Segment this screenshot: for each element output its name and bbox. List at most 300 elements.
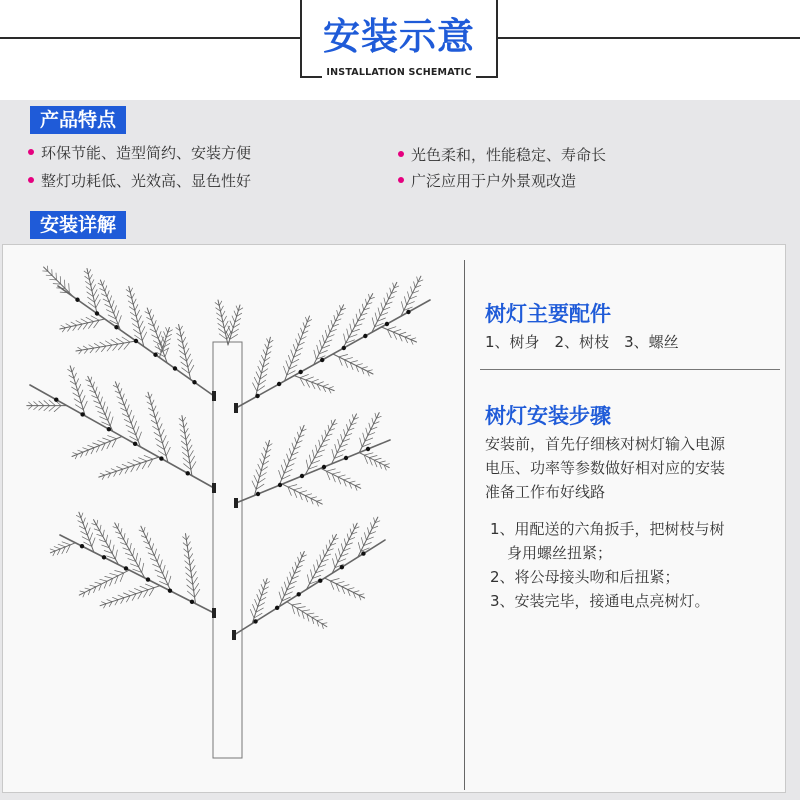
frond-needle xyxy=(332,449,334,458)
frond-needle xyxy=(350,361,357,363)
frond-needle xyxy=(263,350,266,355)
frond-needle xyxy=(266,442,268,447)
steps-title: 树灯安装步骤 xyxy=(485,404,611,428)
frond-needle xyxy=(139,558,141,567)
frond-needle xyxy=(127,405,129,412)
led-bulb xyxy=(320,358,324,362)
frond-needle xyxy=(255,599,258,606)
frond-needle xyxy=(279,470,282,479)
feature-item: 整灯功耗低、光效高、显色性好 xyxy=(28,170,251,191)
led-bulb xyxy=(168,589,172,593)
frond-needle xyxy=(62,542,70,545)
frond-needle xyxy=(115,570,124,572)
branch-connector xyxy=(232,630,236,640)
frond-needle xyxy=(150,394,152,399)
frond-needle xyxy=(180,326,182,330)
frond-needle xyxy=(95,582,102,584)
frond-needle xyxy=(92,285,95,291)
frond-needle xyxy=(349,481,355,483)
frond-needle xyxy=(134,421,137,429)
frond-needle xyxy=(168,576,171,585)
frond-needle xyxy=(118,595,124,598)
frond-needle xyxy=(265,344,268,349)
frond-needle xyxy=(90,533,93,541)
frond-needle xyxy=(88,270,90,275)
frond-needle xyxy=(301,328,303,334)
led-bulb xyxy=(134,339,138,343)
frond-needle xyxy=(320,340,322,348)
frond-needle xyxy=(69,284,70,293)
frond-needle xyxy=(257,594,260,601)
frond-axis xyxy=(79,570,129,595)
frond-needle xyxy=(152,315,154,320)
frond-needle xyxy=(152,400,154,405)
frond-needle xyxy=(347,534,349,540)
frond-needle xyxy=(107,291,109,297)
frond-needle xyxy=(314,350,316,359)
led-bulb xyxy=(124,566,128,570)
frond-needle xyxy=(145,584,154,588)
frond-needle xyxy=(91,280,94,286)
frond-needle xyxy=(223,316,226,322)
led-bulb xyxy=(300,474,304,478)
frond-needle xyxy=(316,500,321,501)
frond-needle xyxy=(356,314,358,321)
frond-axis xyxy=(141,526,171,591)
frond-needle xyxy=(292,443,294,449)
frond-needle xyxy=(326,469,335,471)
frond-needle xyxy=(264,448,267,453)
frond-needle xyxy=(193,577,198,584)
frond-needle xyxy=(93,290,97,297)
frond-needle xyxy=(166,447,170,456)
frond-needle xyxy=(219,301,221,306)
frond-needle xyxy=(188,548,191,553)
frond-needle xyxy=(187,439,191,445)
frond-needle xyxy=(136,553,138,561)
frond-needle xyxy=(85,588,91,589)
frond-needle xyxy=(81,513,83,518)
frond-needle xyxy=(111,469,117,471)
frond-axis xyxy=(331,414,356,464)
frond-needle xyxy=(139,458,147,461)
frond-needle xyxy=(374,458,381,460)
frond-needle xyxy=(157,554,159,561)
frond-needle xyxy=(93,382,95,387)
frond-needle xyxy=(359,309,360,316)
frond-needle xyxy=(234,311,237,317)
frond-needle xyxy=(344,539,346,546)
frond-needle xyxy=(378,308,380,316)
frond-needle xyxy=(95,387,97,393)
frond-needle xyxy=(317,345,319,354)
frond-needle xyxy=(362,367,368,369)
frond-needle xyxy=(106,471,111,473)
led-bulb xyxy=(107,427,111,431)
led-bulb xyxy=(102,555,106,559)
frond-needle xyxy=(34,406,39,410)
frond-needle xyxy=(161,430,164,437)
led-bulb xyxy=(385,322,389,326)
frond-needle xyxy=(369,456,377,458)
frond-needle xyxy=(288,355,291,363)
frond-needle xyxy=(190,456,195,464)
led-bulb xyxy=(80,544,84,548)
frond-needle xyxy=(289,449,291,456)
frond-needle xyxy=(364,453,373,455)
frond-needle xyxy=(91,316,99,320)
frond-needle xyxy=(83,401,87,409)
steps-intro-line: 准备工作布好线路 xyxy=(485,483,606,501)
page-title: 安装示意 xyxy=(323,15,475,58)
led-bulb xyxy=(361,551,365,555)
frond-needle xyxy=(267,339,269,343)
frond-needle xyxy=(226,326,230,334)
frond-needle xyxy=(300,427,302,432)
frond-needle xyxy=(50,549,55,551)
frond-needle xyxy=(387,327,396,330)
branch-connector xyxy=(212,608,216,618)
frond-needle xyxy=(136,310,139,316)
frond-needle xyxy=(111,340,118,344)
frond-needle xyxy=(253,383,257,391)
frond-needle xyxy=(297,432,299,437)
frond-needle xyxy=(332,472,340,474)
frond-needle xyxy=(103,530,104,536)
frond-needle xyxy=(34,402,39,406)
branch-connector xyxy=(234,498,238,508)
frond-needle xyxy=(300,552,301,557)
frond-needle xyxy=(54,406,61,412)
frond-needle xyxy=(344,478,351,480)
frond-needle xyxy=(122,464,129,467)
frond-needle xyxy=(295,438,297,444)
frond-needle xyxy=(105,286,107,291)
led-bulb xyxy=(318,579,322,583)
frond-needle xyxy=(232,316,235,322)
frond-needle xyxy=(258,366,262,373)
frond-needle xyxy=(92,538,95,547)
frond-needle xyxy=(159,424,162,431)
led-bulb xyxy=(277,382,281,386)
frond-needle xyxy=(81,396,85,404)
led-bulb xyxy=(275,606,279,610)
frond-needle xyxy=(105,341,112,345)
frond-needle xyxy=(156,326,159,332)
frond-needle xyxy=(29,406,33,409)
frond-needle xyxy=(191,566,195,572)
frond-needle xyxy=(83,346,88,349)
frond-needle xyxy=(341,434,343,441)
frond-needle xyxy=(363,433,365,441)
led-bulb xyxy=(153,353,157,357)
frond-needle xyxy=(90,585,96,587)
frond-needle xyxy=(284,459,287,467)
frond-needle xyxy=(100,579,107,581)
frond-needle xyxy=(189,365,194,373)
frond-needle xyxy=(221,306,224,311)
frond-needle xyxy=(371,523,373,529)
frond-needle xyxy=(121,528,122,533)
frond-needle xyxy=(129,591,136,594)
led-bulb xyxy=(342,346,346,350)
frond-needle xyxy=(323,550,324,557)
frond-needle xyxy=(365,299,366,304)
frond-needle xyxy=(66,324,71,327)
frond-needle xyxy=(138,432,141,441)
frond-needle xyxy=(142,332,146,340)
frond-needle xyxy=(155,549,157,556)
frond-axis xyxy=(148,392,168,462)
frond-needle xyxy=(341,544,343,551)
frond-needle xyxy=(185,348,189,355)
frond-needle xyxy=(332,535,333,540)
frond-needle xyxy=(120,388,122,393)
page-subtitle: INSTALLATION SCHEMATIC xyxy=(322,66,476,80)
frond-needle xyxy=(116,338,124,343)
led-bulb xyxy=(297,592,301,596)
feature-item: 光色柔和，性能稳定、寿命长 xyxy=(398,144,606,165)
frond-needle xyxy=(381,303,383,310)
frond-needle xyxy=(298,557,300,562)
frond-needle xyxy=(81,319,88,323)
led-bulb xyxy=(322,465,326,469)
frond-needle xyxy=(349,420,350,426)
frond-needle xyxy=(319,440,321,447)
frond-needle xyxy=(133,299,136,304)
frond-needle xyxy=(190,560,194,566)
frond-needle xyxy=(39,406,44,411)
frond-needle xyxy=(78,384,81,391)
frond-needle xyxy=(314,565,316,573)
frond-needle xyxy=(326,545,327,551)
frond-needle xyxy=(49,406,55,412)
frond-needle xyxy=(136,427,139,435)
frond-needle xyxy=(112,301,115,308)
frond-axis xyxy=(285,316,310,381)
frond-needle xyxy=(97,520,98,525)
frond-needle xyxy=(184,343,187,349)
frond-needle xyxy=(287,577,289,584)
frond-needle xyxy=(359,594,364,595)
frond-needle xyxy=(344,429,346,436)
frond-needle xyxy=(404,297,406,305)
steps-intro xyxy=(485,432,725,504)
frond-needle xyxy=(130,543,132,550)
frond-needle xyxy=(338,549,340,557)
frond-needle xyxy=(134,588,142,591)
frond-needle xyxy=(80,591,85,592)
led-bulb xyxy=(159,456,163,460)
led-bulb xyxy=(173,366,177,370)
features-tag: 产品特点 xyxy=(30,106,126,134)
frond-needle xyxy=(260,361,263,367)
led-bulb xyxy=(80,412,84,416)
frond-needle xyxy=(372,418,374,424)
frond-needle xyxy=(252,481,256,489)
led-bulb xyxy=(54,398,58,402)
led-bulb xyxy=(363,334,367,338)
frond-needle xyxy=(328,425,329,430)
frond-needle xyxy=(78,347,82,350)
frond-needle xyxy=(350,529,351,535)
step-item: 2、将公母接头吻和后扭紧； xyxy=(490,568,680,586)
frond-needle xyxy=(328,387,333,389)
step-item: 1、用配送的六角扳手，把树枝与树 xyxy=(490,520,725,538)
branch-connector xyxy=(212,391,216,401)
frond-needle xyxy=(347,329,349,338)
frond-needle xyxy=(335,444,337,452)
frond-needle xyxy=(287,454,290,461)
frond-needle xyxy=(329,540,330,545)
frond-needle xyxy=(117,466,123,469)
frond-needle xyxy=(222,311,225,317)
frond-needle xyxy=(105,407,107,415)
frond-needle xyxy=(367,370,372,371)
frond-needle xyxy=(101,602,106,604)
frond-needle xyxy=(335,554,337,562)
frond-needle xyxy=(369,423,371,430)
frond-needle xyxy=(337,310,338,315)
frond-needle xyxy=(261,584,263,589)
frond-needle xyxy=(292,567,294,573)
frond-needle xyxy=(295,562,297,568)
frond-needle xyxy=(311,570,313,579)
frond-needle xyxy=(110,573,118,575)
frond-needle xyxy=(344,358,352,360)
steps-list xyxy=(490,517,725,613)
frond-needle xyxy=(281,465,284,473)
frond-needle xyxy=(76,321,82,324)
frond-needle xyxy=(108,436,117,439)
frond-needle xyxy=(108,412,111,421)
frond-needle xyxy=(307,613,314,614)
frond-needle xyxy=(320,555,322,562)
frond-needle xyxy=(256,470,260,477)
parts-list: 1、树身 2、树枝 3、螺丝 xyxy=(485,333,679,351)
frond-needle xyxy=(78,450,83,452)
frond-needle xyxy=(100,525,101,531)
frond-needle xyxy=(393,329,401,332)
frond-needle xyxy=(154,320,156,326)
frond-needle xyxy=(122,337,130,342)
frond-needle xyxy=(291,350,294,357)
frond-needle xyxy=(155,412,158,418)
frond-needle xyxy=(98,440,106,443)
frond-needle xyxy=(142,563,144,572)
frond-needle xyxy=(338,475,345,477)
frond-needle xyxy=(191,462,196,470)
frond-needle xyxy=(188,360,192,368)
frond-needle xyxy=(187,354,191,361)
feature-item: 环保节能、造型简约、安装方便 xyxy=(28,142,251,163)
frond-needle xyxy=(94,343,100,347)
frond-needle xyxy=(95,295,99,303)
frond-needle xyxy=(124,399,126,405)
frond-needle xyxy=(309,455,311,464)
frond-needle xyxy=(331,320,333,326)
frond-needle xyxy=(236,306,238,311)
frond-needle xyxy=(393,283,394,288)
frond-needle xyxy=(336,582,344,584)
frond-needle xyxy=(105,576,113,578)
frond-needle xyxy=(283,366,286,375)
frond-needle xyxy=(80,390,83,397)
frond-needle xyxy=(305,494,312,496)
frond-needle xyxy=(140,586,148,589)
frond-needle xyxy=(96,300,100,308)
frond-needle xyxy=(106,535,108,542)
frond-needle xyxy=(89,345,94,348)
frond-needle xyxy=(350,324,352,332)
frond-needle xyxy=(149,538,151,544)
frond-needle xyxy=(353,591,359,593)
frond-needle xyxy=(352,415,353,420)
frond-needle xyxy=(39,401,44,406)
frond-needle xyxy=(224,321,228,328)
frond-needle xyxy=(254,377,258,385)
frond-needle xyxy=(112,545,114,553)
frond-needle xyxy=(189,554,193,559)
frond-needle xyxy=(88,445,95,447)
frond-needle xyxy=(316,445,318,453)
steps-intro-line: 电压、功率等参数做好相对应的安装 xyxy=(485,459,726,477)
frond-needle xyxy=(228,326,232,334)
led-bulb xyxy=(340,565,344,569)
frond-needle xyxy=(384,464,389,465)
led-bulb xyxy=(366,447,370,451)
branch-connector xyxy=(212,483,216,493)
frond-needle xyxy=(259,589,262,595)
frond-needle xyxy=(405,335,411,337)
frond-needle xyxy=(127,538,128,545)
frond-needle xyxy=(138,316,142,323)
frond-needle xyxy=(165,571,168,580)
frond-needle xyxy=(158,332,161,339)
details-tag: 安装详解 xyxy=(30,211,126,239)
frond-needle xyxy=(183,417,186,421)
frond-needle xyxy=(374,518,375,523)
frond-needle xyxy=(311,497,317,499)
frond-needle xyxy=(110,417,113,426)
frond-needle xyxy=(286,361,289,369)
frond-needle xyxy=(338,439,340,447)
led-bulb xyxy=(75,298,79,302)
frond-needle xyxy=(292,603,301,605)
frond-needle xyxy=(166,328,168,333)
frond-needle xyxy=(135,305,138,311)
frond-needle xyxy=(306,460,308,469)
frond-needle xyxy=(262,453,265,459)
led-bulb xyxy=(278,483,282,487)
frond-needle xyxy=(399,332,406,334)
frond-needle xyxy=(163,435,167,443)
frond-needle xyxy=(379,461,385,463)
frond-needle xyxy=(317,620,323,621)
frond-needle xyxy=(144,455,153,459)
frond-needle xyxy=(290,572,292,579)
frond-needle xyxy=(93,443,100,446)
frond-needle xyxy=(323,384,329,386)
frond-needle xyxy=(153,406,156,411)
frond-needle xyxy=(61,325,66,327)
frond-needle xyxy=(124,533,125,539)
frond-needle xyxy=(118,316,121,325)
frond-needle xyxy=(131,416,134,423)
frond-needle xyxy=(188,445,192,452)
frond-needle xyxy=(355,484,360,485)
led-bulb xyxy=(344,456,348,460)
